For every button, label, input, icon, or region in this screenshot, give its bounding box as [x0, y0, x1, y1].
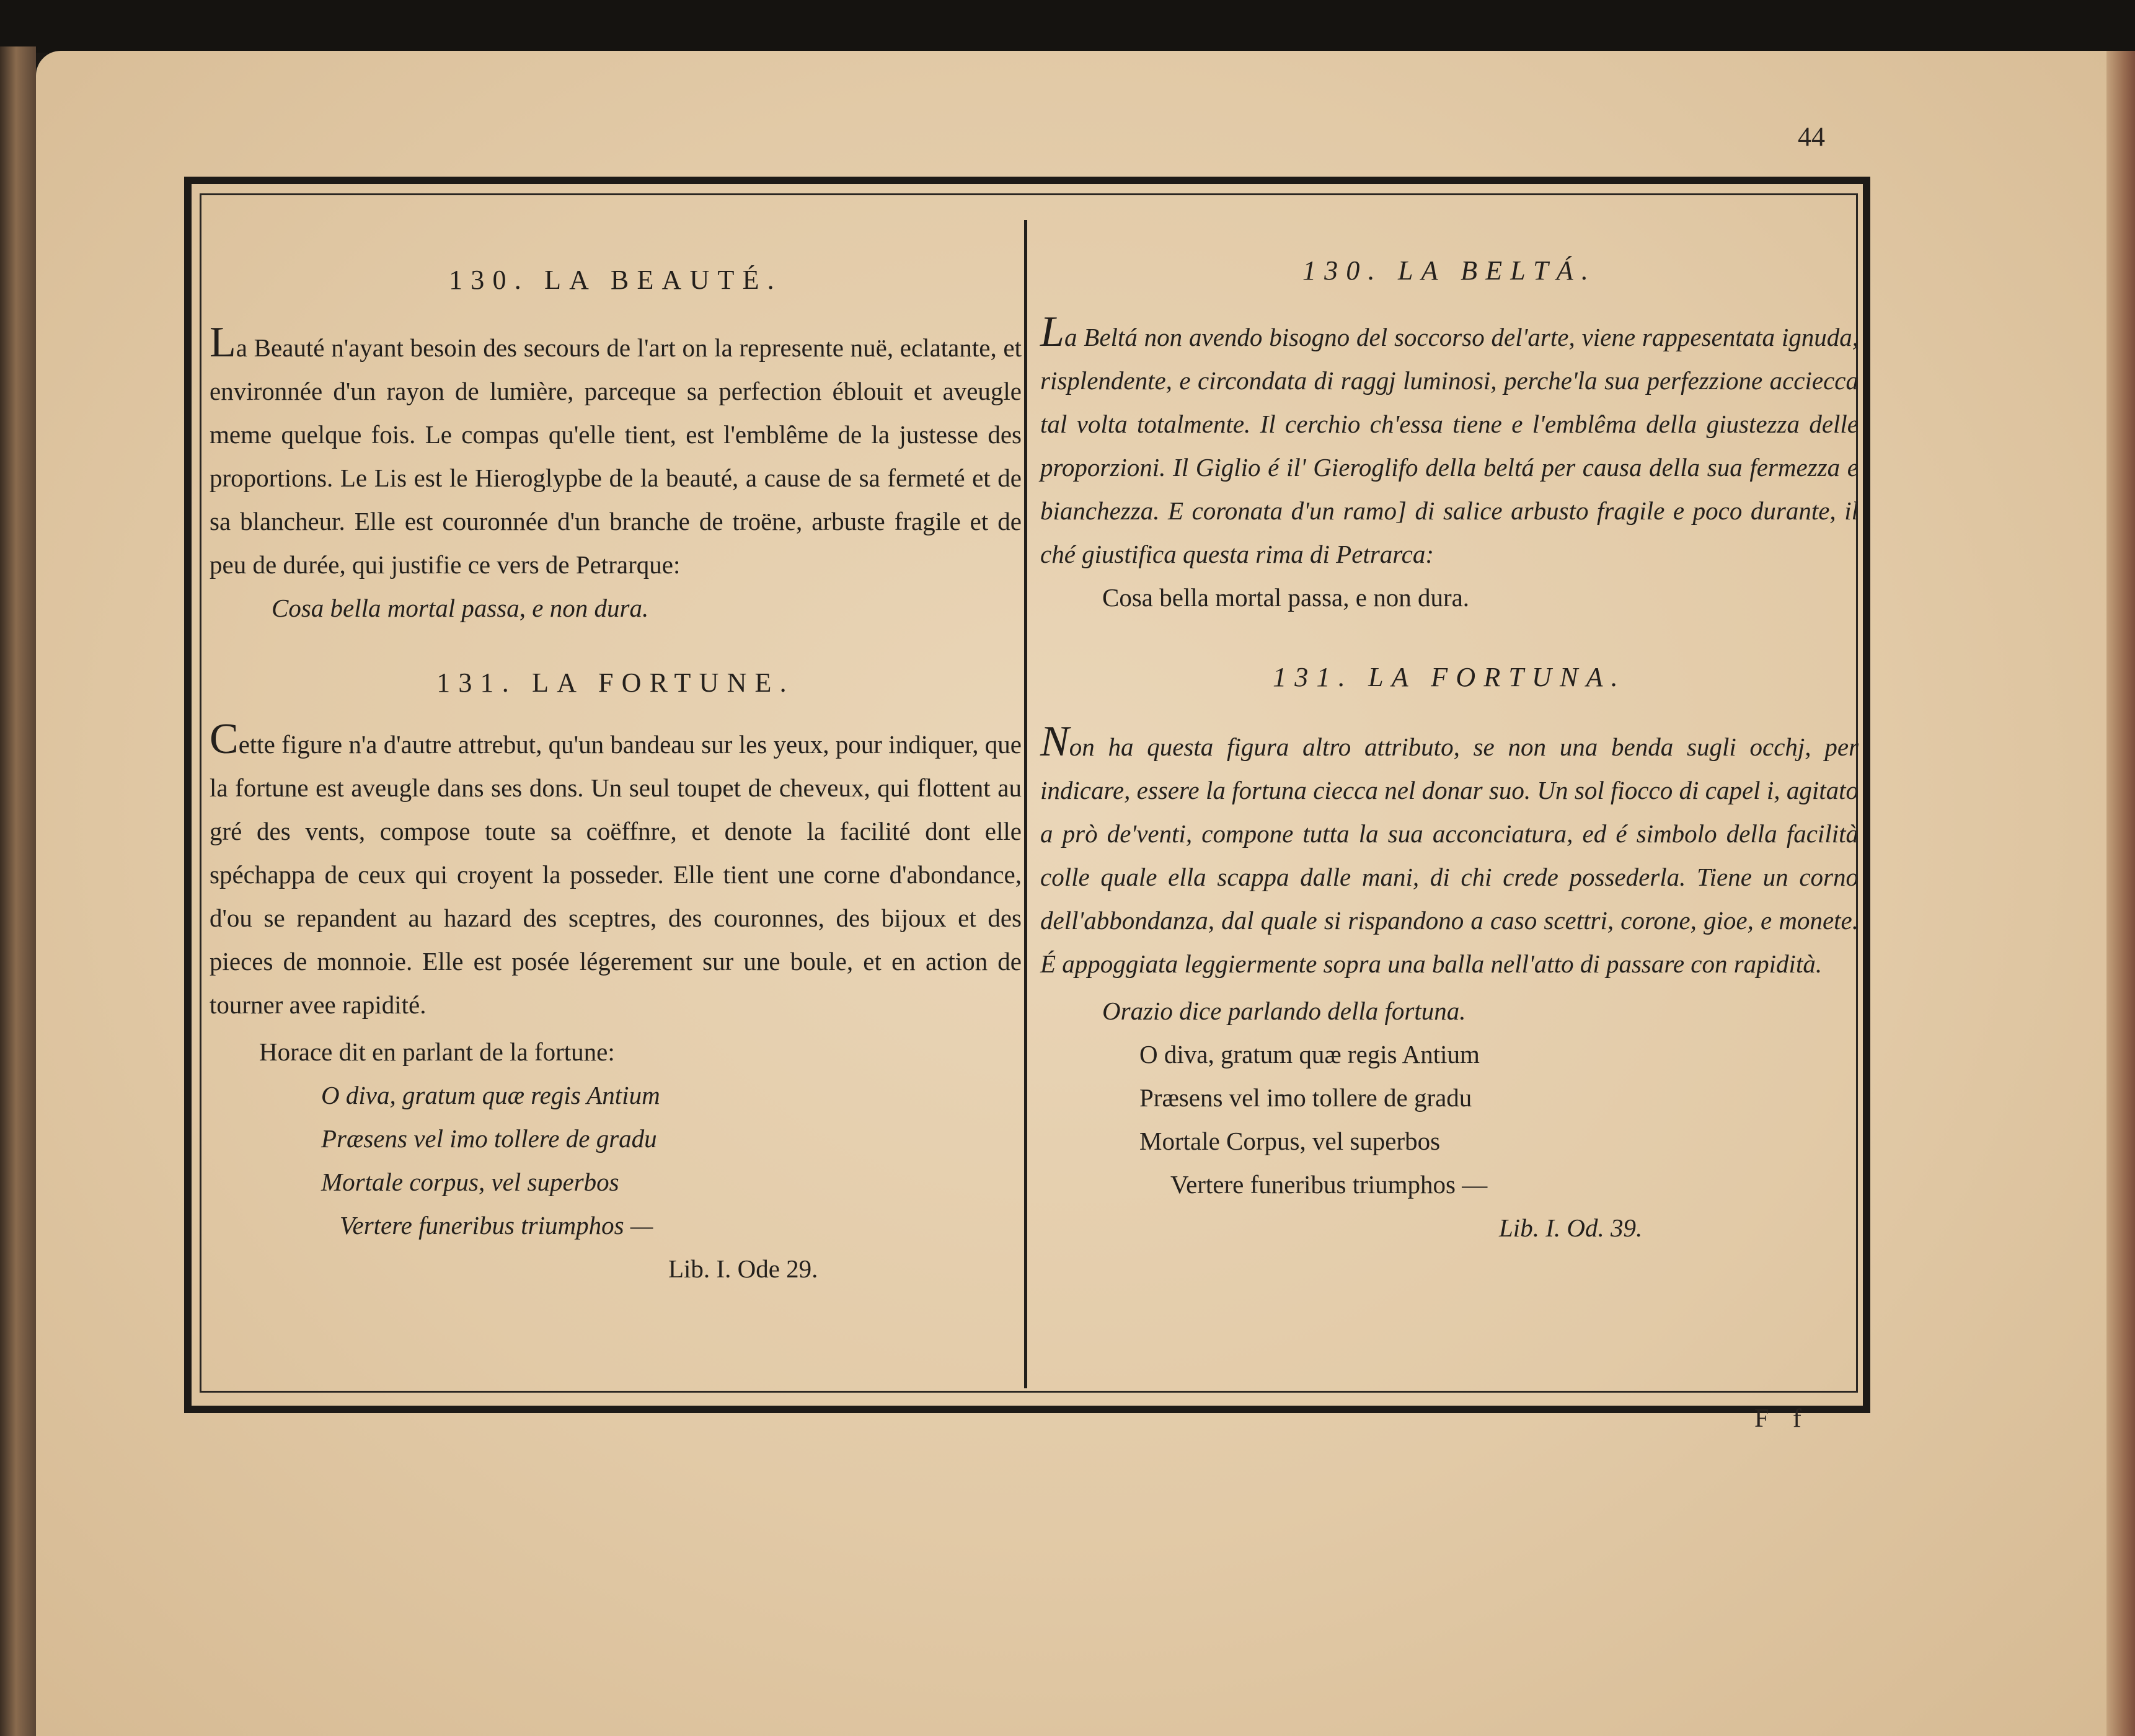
- drop-cap: C: [210, 715, 239, 763]
- entry-heading-beaute: 130. LA BEAUTÉ.: [449, 265, 782, 295]
- entry-text-fortune: [210, 715, 1022, 1026]
- paragraph-body: on ha questa figura altro attributo, se non una benda sugli occhj, per indicare, essere la fortuna ciecca nel donar suo. Un sol fiocco di capel i, agitato a prò de'venti, compone tutta la sua acconciatura, ed é simbolo della facilità colle quale ella scappa dalle mani, di chi crede possederla. Tiene un corno dell'abbondanza, dal quale si rispandono a caso scettri, corone, gioe, e monete. É appoggiata leggiermente sopra una balla nell'atto di passare con rapidità.: [1040, 733, 1859, 978]
- entry-heading-belta: 130. LA BELTÁ.: [1302, 255, 1597, 286]
- entry-heading-fortune: 131. LA FORTUNE.: [436, 668, 795, 698]
- orazio-intro: Orazio dice parlando della fortuna.: [1102, 997, 1466, 1025]
- page-number: 44: [1798, 121, 1825, 152]
- entry-text-beaute: [210, 319, 1022, 586]
- signature-mark: F f: [1754, 1404, 1810, 1433]
- verse-line: O diva, gratum quæ regis Antium: [321, 1081, 660, 1109]
- drop-cap: L: [210, 319, 236, 366]
- drop-cap: L: [1040, 308, 1064, 356]
- entry-text-fortuna: [1040, 718, 1859, 985]
- paragraph-body: ette figure n'a d'autre attrebut, qu'un bandeau sur les yeux, pour indiquer, que la fortune est aveugle dans ses dons. Un seul toupet de cheveux, qui flottent au gré des vents, compose toute sa coëffnre, et denote la facilité dont elle spéchappa de ceux qui croyent la posseder. Elle tient une corne d'abondance, d'ou se repandent au hazard des sceptres, des couronnes, des bijoux et des pieces de monnoie. Elle est posée légerement sur une boule, et en action de tourner avee rapidité.: [210, 730, 1022, 1019]
- french-column: [210, 229, 1022, 1290]
- entry-text-belta: [1040, 308, 1859, 576]
- verse-line: Præsens vel imo tollere de gradu: [1139, 1083, 1472, 1112]
- entry-heading-fortuna: 131. LA FORTUNA.: [1273, 662, 1626, 692]
- petrarch-quote: Cosa bella mortal passa, e non dura.: [272, 594, 649, 622]
- paragraph-body: a Beauté n'ayant besoin des secours de l'art on la represente nuë, eclatante, et environnée d'un rayon de lumière, parceque sa perfection éblouit et aveugle meme quelque fois. Le compas qu'elle tient, est l'emblême de la justesse des proportions. Le Lis est le Hieroglypbe de la beauté, a cause de sa fermeté et de sa blancheur. Elle est couronnée d'un branche de troëne, arbuste fragile et de peu de durée, qui justifie ce vers de Petrarque:: [210, 333, 1022, 579]
- horace-verse: [1040, 1033, 1859, 1206]
- horace-intro: Horace dit en parlant de la fortune:: [259, 1038, 615, 1066]
- verse-line: Vertere funeribus triumphos —: [1170, 1170, 1488, 1199]
- citation: Lib. I. Od. 39.: [1499, 1214, 1643, 1242]
- scan-background: [0, 0, 2135, 53]
- horace-verse: [210, 1073, 1022, 1247]
- book-spine-edge: [0, 46, 36, 1736]
- paragraph-body: a Beltá non avendo bisogno del soccorso del'arte, viene rappesentata ignuda, risplendente, e circondata di raggj luminosi, perche'la sua perfezzione acciecca tal volta totalmente. Il cerchio ch'essa tiene e l'emblêma della giustezza delle proporzioni. Il Giglio é il' Gieroglifo della beltá per causa della sua fermezza e bianchezza. E coronata d'un ramo] di salice arbusto fragile e poco durante, il ché giustifica questa rima di Petrarca:: [1040, 323, 1859, 568]
- citation: Lib. I. Ode 29.: [668, 1254, 818, 1283]
- verse-line: Præsens vel imo tollere de gradu: [321, 1124, 657, 1153]
- verse-line: Mortale corpus, vel superbos: [321, 1168, 619, 1196]
- verse-line: O diva, gratum quæ regis Antium: [1139, 1040, 1480, 1068]
- page-edge: [2106, 51, 2135, 1736]
- petrarch-quote: Cosa bella mortal passa, e non dura.: [1102, 583, 1470, 612]
- drop-cap: N: [1040, 718, 1069, 765]
- column-divider: [1024, 220, 1027, 1388]
- italian-column: [1040, 229, 1859, 1249]
- verse-line: Vertere funeribus triumphos —: [340, 1211, 653, 1240]
- verse-line: Mortale Corpus, vel superbos: [1139, 1127, 1441, 1155]
